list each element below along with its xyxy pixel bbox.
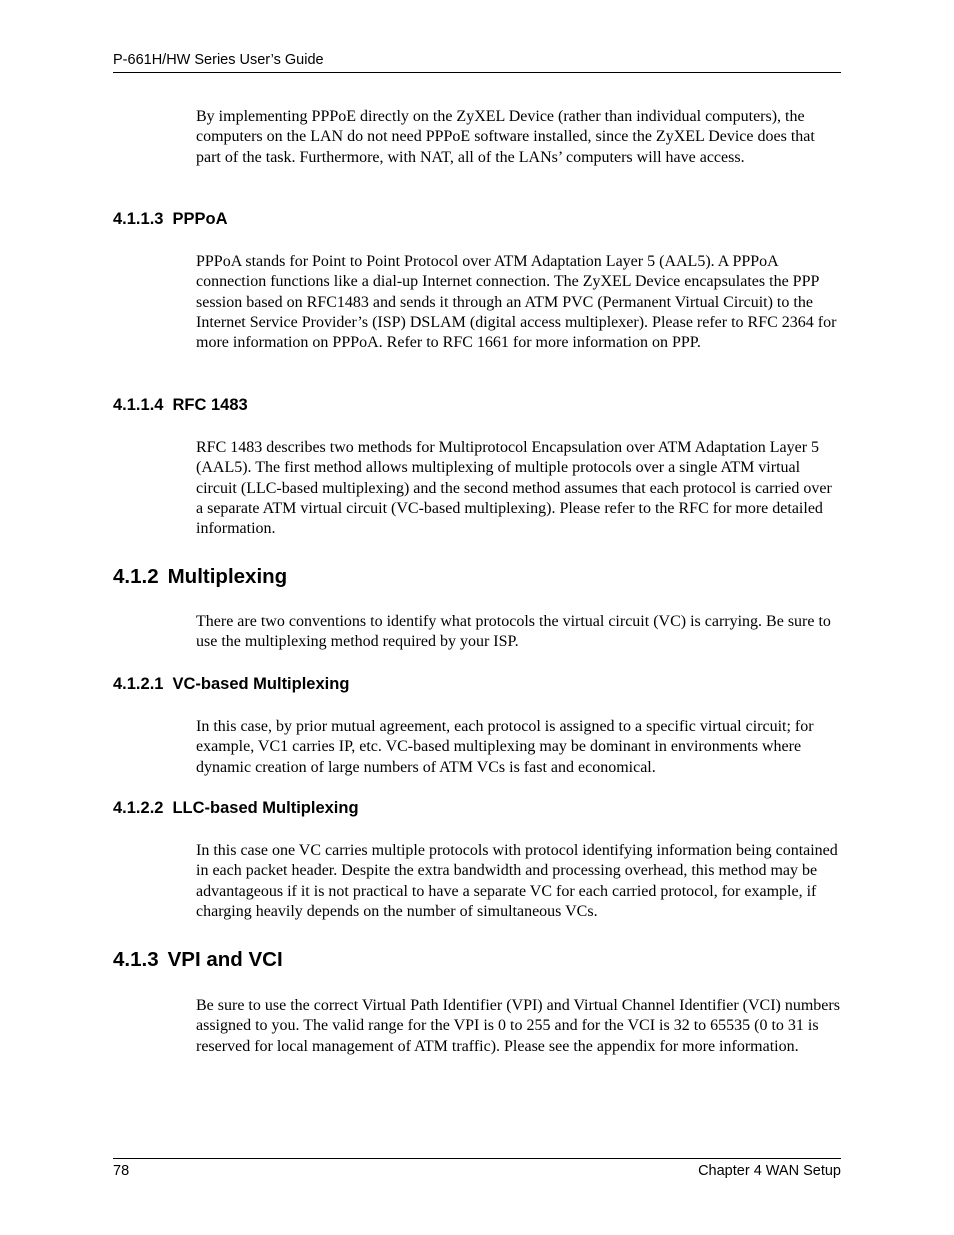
heading-title: VPI and VCI xyxy=(167,948,283,971)
page-number: 78 xyxy=(113,1163,130,1179)
heading-llc-based xyxy=(113,799,359,818)
heading-multiplexing xyxy=(113,565,287,589)
vc-based-paragraph: In this case, by prior mutual agreement, each protocol is assigned to a specific virtual circuit; for example, VC1 carries IP, etc. VC-based multiplexing may be dominant in environments where dynamic creation of large numbers of ATM VCs is fast and economical. xyxy=(196,718,814,776)
pppoa-paragraph: PPPoA stands for Point to Point Protocol over ATM Adaptation Layer 5 (AAL5). A PPPoA connection functions like a dial-up Internet connection. The ZyXEL Device encapsulates the PPP session based on RFC1483 and sends it through an ATM PVC (Permanent Virtual Circuit) to the Internet Service Provider’s (ISP) DSLAM (digital access multiplexer). Please refer to RFC 2364 for more information on PPPoA. Refer to RFC 1661 for more information on PPP. xyxy=(196,253,837,352)
heading-title: VC-based Multiplexing xyxy=(172,675,350,693)
heading-number: 4.1.2.2 xyxy=(113,799,164,817)
heading-title: LLC-based Multiplexing xyxy=(172,799,359,817)
page-header xyxy=(113,50,841,73)
vpi-vci-paragraph: Be sure to use the correct Virtual Path Identifier (VPI) and Virtual Channel Identifier (VCI) numbers assigned to you. The valid range for the VPI is 0 to 255 and for the VCI is 32 to 65535 (0 to 31 is reserved for local management of ATM traffic). Please see the appendix for more information. xyxy=(196,997,840,1055)
multiplexing-paragraph: There are two conventions to identify what protocols the virtual circuit (VC) is carrying. Be sure to use the multiplexing method required by your ISP. xyxy=(196,613,831,651)
heading-title: PPPoA xyxy=(172,210,228,228)
heading-number: 4.1.2.1 xyxy=(113,675,164,693)
heading-number: 4.1.1.4 xyxy=(113,396,164,414)
heading-pppoa xyxy=(113,210,227,229)
page-footer xyxy=(113,1158,841,1183)
intro-paragraph: By implementing PPPoE directly on the ZyXEL Device (rather than individual computers), the computers on the LAN do not need PPPoE software installed, since the ZyXEL Device does that part of the task. Furthermore, with NAT, all of the LANs’ computers will have access. xyxy=(196,108,815,166)
heading-number: 4.1.3 xyxy=(113,948,159,971)
chapter-title: Chapter 4 WAN Setup xyxy=(698,1163,841,1179)
heading-title: Multiplexing xyxy=(167,565,288,588)
heading-vpi-vci xyxy=(113,948,283,972)
guide-title: P-661H/HW Series User’s Guide xyxy=(113,52,324,68)
heading-rfc1483 xyxy=(113,396,248,415)
heading-title: RFC 1483 xyxy=(172,396,248,414)
rfc1483-paragraph: RFC 1483 describes two methods for Multiprotocol Encapsulation over ATM Adaptation Layer 5 (AAL5). The first method allows multiplexing of multiple protocols over a single ATM virtual circuit (LLC-based multiplexing) and the second method assumes that each protocol is carried over a separate ATM virtual circuit (VC-based multiplexing). Please refer to the RFC for more detailed information. xyxy=(196,439,832,538)
heading-vc-based xyxy=(113,675,349,694)
heading-number: 4.1.2 xyxy=(113,565,159,588)
heading-number: 4.1.1.3 xyxy=(113,210,164,228)
llc-based-paragraph: In this case one VC carries multiple protocols with protocol identifying information being contained in each packet header. Despite the extra bandwidth and processing overhead, this method may be advantageous if it is not practical to have a separate VC for each carried protocol, for example, if charging heavily depends on the number of simultaneous VCs. xyxy=(196,842,838,920)
